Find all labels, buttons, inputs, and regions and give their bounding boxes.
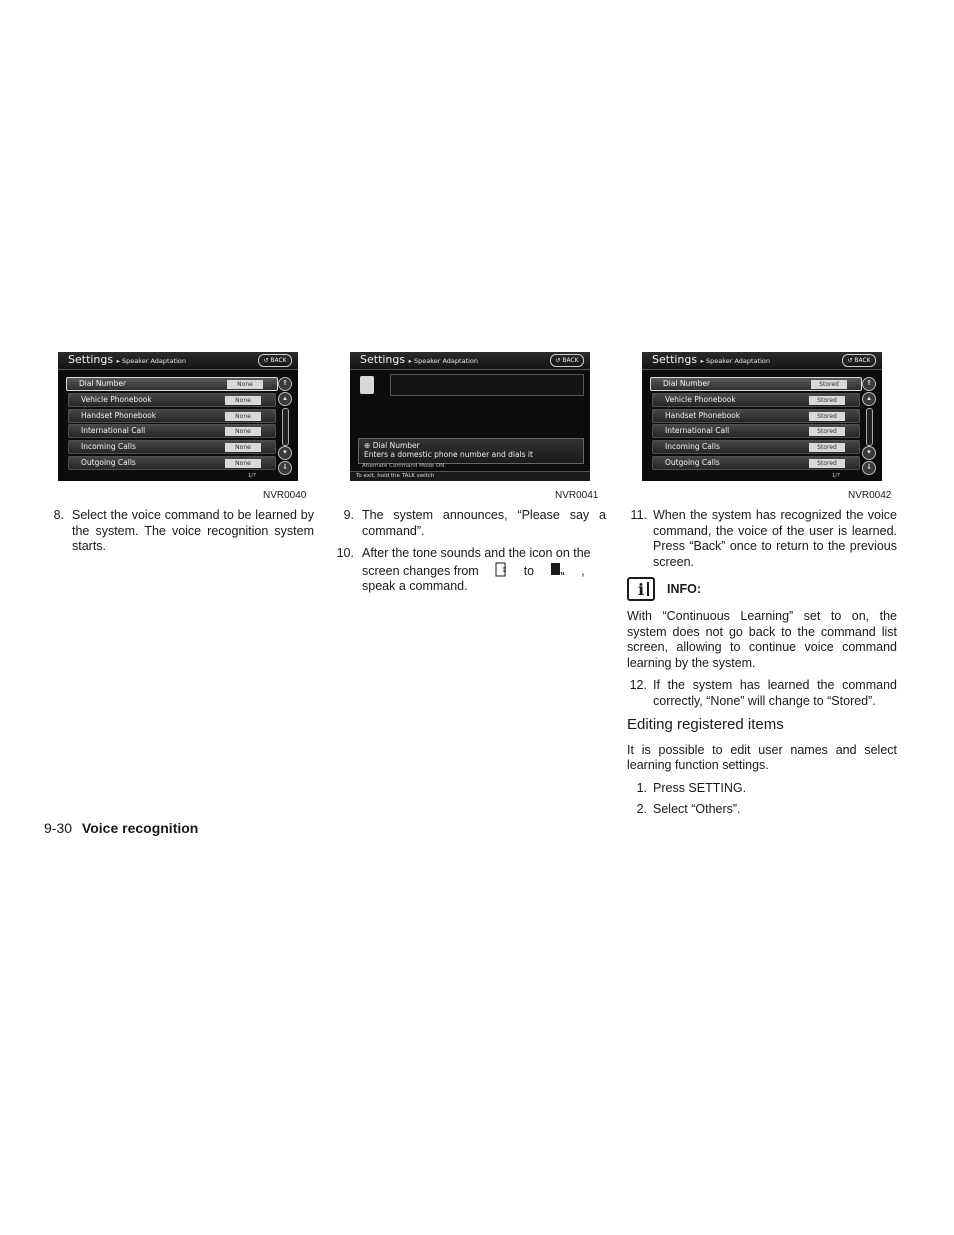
- status-badge: None: [225, 459, 261, 468]
- list-row-international-call[interactable]: International Call Stored: [652, 424, 860, 438]
- command-list: [652, 377, 860, 472]
- column-1: [46, 508, 314, 562]
- title-bar: [58, 352, 298, 370]
- list-row-international-call[interactable]: International Call None: [68, 424, 276, 438]
- exit-hint: To exit, hold the TALK switch: [350, 471, 590, 481]
- info-header: [627, 577, 897, 603]
- scrollbar[interactable]: [862, 374, 876, 474]
- column-2: [336, 508, 606, 602]
- figure-code: NVR0040: [263, 490, 307, 501]
- info-icon: i: [627, 577, 655, 601]
- figure-code: NVR0042: [848, 490, 892, 501]
- figure-code: NVR0041: [555, 490, 599, 501]
- step-8: 8. Select the voice command to be learned by the system. The voice recognition system starts.: [53, 508, 314, 553]
- status-badge: Stored: [809, 427, 845, 436]
- screen-title: Settings ▸ Speaker Adaptation: [652, 353, 771, 366]
- back-button[interactable]: ↺ BACK: [258, 354, 292, 367]
- page-footer: [44, 820, 198, 836]
- status-badge: None: [225, 412, 261, 421]
- step-10: 10. After the tone sounds and the icon on the screen changes from to , speak a command.: [336, 546, 591, 593]
- list-row-handset-phonebook[interactable]: Handset Phonebook Stored: [652, 409, 860, 423]
- command-info-box: ⊕ Dial Number Enters a domestic phone number and dials it: [358, 438, 584, 464]
- page-number: 9-30: [44, 820, 73, 836]
- title-bar: [642, 352, 882, 370]
- list-row-dial-number[interactable]: Dial Number None: [66, 377, 278, 391]
- status-badge: None: [225, 396, 261, 405]
- step-11: 11. When the system has recognized the voice command, the voice of the user is learned. Press “Back” once to return to the previous screen.: [630, 508, 897, 569]
- page-indicator: 1/7: [247, 473, 256, 479]
- voice-input-box: [390, 374, 584, 396]
- back-button[interactable]: ↺ BACK: [842, 354, 876, 367]
- list-row-outgoing-calls[interactable]: Outgoing Calls Stored: [652, 456, 860, 470]
- status-badge: Stored: [811, 380, 847, 389]
- mode-status: Alternate Command Mode ON: [362, 463, 445, 469]
- info-label: INFO:: [667, 582, 702, 596]
- column-3: [627, 508, 897, 824]
- title-bar: [350, 352, 590, 370]
- speaking-icon: [550, 562, 566, 578]
- list-row-dial-number[interactable]: Dial Number Stored: [650, 377, 862, 391]
- list-row-vehicle-phonebook[interactable]: Vehicle Phonebook None: [68, 393, 276, 407]
- step-9: 9. The system announces, “Please say a command”.: [343, 508, 606, 538]
- page-up-icon[interactable]: ⇑: [278, 377, 292, 391]
- command-list: [68, 377, 276, 472]
- status-badge: None: [225, 443, 261, 452]
- list-row-vehicle-phonebook[interactable]: Vehicle Phonebook Stored: [652, 393, 860, 407]
- list-row-outgoing-calls[interactable]: Outgoing Calls None: [68, 456, 276, 470]
- info-text: With “Continuous Learning” set to on, the system does not go back to the command list screen, allowing to continue voice command learning by the system.: [627, 609, 897, 670]
- voice-prompt-icon: [494, 562, 508, 578]
- scroll-track[interactable]: [866, 408, 873, 446]
- status-badge: Stored: [809, 396, 845, 405]
- back-button[interactable]: ↺ BACK: [550, 354, 584, 367]
- step-12: 12. If the system has learned the command correctly, “None” will change to “Stored”.: [629, 678, 897, 708]
- sub-step-1: 1. Press SETTING.: [636, 780, 747, 795]
- voice-prompt-icon: [360, 376, 374, 394]
- list-row-incoming-calls[interactable]: Incoming Calls None: [68, 440, 276, 454]
- screen-title: Settings ▸ Speaker Adaptation: [360, 353, 479, 366]
- status-badge: Stored: [809, 443, 845, 452]
- status-badge: None: [225, 427, 261, 436]
- page-indicator: 1/7: [831, 473, 840, 479]
- edit-text: It is possible to edit user names and select learning function settings.: [627, 742, 897, 772]
- page-down-icon[interactable]: ⇓: [278, 461, 292, 475]
- status-badge: Stored: [809, 459, 845, 468]
- status-badge: None: [227, 380, 263, 389]
- scroll-track[interactable]: [282, 408, 289, 446]
- screenshot-speaker-adaptation-stored: [642, 352, 882, 481]
- screen-title: Settings ▸ Speaker Adaptation: [68, 353, 187, 366]
- sub-step-2: 2. Select “Others”.: [636, 802, 741, 816]
- scroll-up-icon[interactable]: ▴: [278, 392, 292, 406]
- status-badge: Stored: [809, 412, 845, 421]
- info-icon: ⊕: [364, 441, 371, 450]
- screenshot-speak-command: [350, 352, 590, 481]
- list-row-incoming-calls[interactable]: Incoming Calls Stored: [652, 440, 860, 454]
- scroll-down-icon[interactable]: ▾: [278, 446, 292, 460]
- list-row-handset-phonebook[interactable]: Handset Phonebook None: [68, 409, 276, 423]
- page-down-icon[interactable]: ⇓: [862, 461, 876, 475]
- scroll-up-icon[interactable]: ▴: [862, 392, 876, 406]
- screenshot-speaker-adaptation-none: [58, 352, 298, 481]
- page-up-icon[interactable]: ⇑: [862, 377, 876, 391]
- section-heading: Editing registered items: [627, 716, 784, 733]
- section-name: Voice recognition: [81, 820, 199, 836]
- scroll-down-icon[interactable]: ▾: [862, 446, 876, 460]
- scrollbar[interactable]: [278, 374, 292, 474]
